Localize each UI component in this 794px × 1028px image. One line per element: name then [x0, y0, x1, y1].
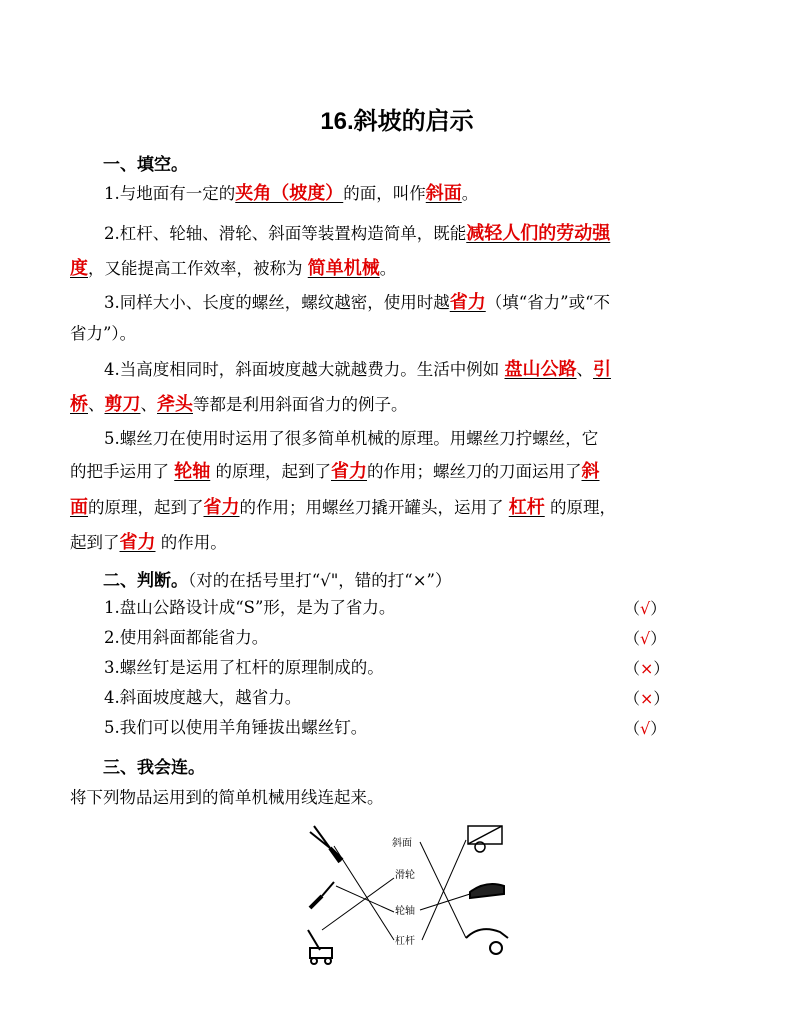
answer: 斜 — [581, 461, 600, 481]
question-1: 1.与地面有一定的夹角（坡度）的面，叫作斜面。 — [104, 183, 479, 203]
pliers-icon — [310, 826, 342, 862]
label-pulley: 滑轮 — [395, 870, 415, 881]
answer: 斧头 — [157, 394, 193, 414]
question-2-line-2: 度，又能提高工作效率，被称为 简单机械。 — [70, 258, 397, 278]
question-4-line-1: 4.当高度相同时，斜面坡度越大就越费力。生活中例如 盘山公路、引 — [104, 359, 611, 379]
judgement-item — [104, 597, 395, 619]
question-2-line-1: 2.杠杆、轮轴、滑轮、斜面等装置构造简单，既能减轻人们的劳动强 — [104, 223, 611, 243]
question-3-line-2: 省力”）。 — [70, 324, 137, 343]
connection-line — [420, 894, 470, 910]
answer: 剪刀 — [104, 394, 141, 414]
judgement-item — [104, 657, 384, 679]
page-title: 16.斜坡的启示 — [320, 108, 474, 135]
ferris-wheel-icon — [468, 826, 502, 852]
answer: √ — [640, 599, 651, 618]
answer: 桥 — [70, 394, 88, 414]
judgement-text: 3.螺丝钉是运用了杠杆的原理制成的。 — [104, 658, 384, 677]
answer: 简单机械 — [307, 258, 380, 278]
answer: 盘山公路 — [504, 359, 577, 379]
judgement-text: 2.使用斜面都能省力。 — [104, 628, 269, 647]
answer: 引 — [593, 359, 611, 379]
screwdriver-icon — [310, 882, 334, 908]
label-lever: 杠杆 — [395, 936, 415, 947]
answer: √ — [640, 719, 651, 738]
answer-mark: （×） — [624, 659, 670, 678]
label-wheel-axle: 轮轴 — [395, 906, 415, 917]
answer-mark: （×） — [624, 689, 670, 708]
answer-mark: （√） — [624, 599, 667, 618]
connection-line — [334, 846, 394, 940]
question-5-line-1: 5.螺丝刀在使用时运用了很多简单机械的原理。用螺丝刀拧螺丝，它 — [104, 429, 599, 448]
answer: 省力 — [203, 497, 240, 517]
answer: 夹角（坡度） — [235, 183, 344, 203]
section-3-instruction: 将下列物品运用到的简单机械用线连起来。 — [70, 788, 384, 807]
answer: 轮轴 — [174, 461, 211, 481]
answer-mark: （√） — [624, 719, 667, 738]
answer: 省力 — [449, 292, 486, 312]
answer: 斜面 — [425, 183, 462, 203]
answer: 杠杆 — [508, 497, 545, 517]
judgement-text: 4.斜面坡度越大，越省力。 — [104, 688, 302, 707]
faucet-icon — [466, 929, 508, 954]
section-2-header — [103, 566, 451, 592]
section-1-heading: 一、填空。 — [103, 155, 188, 174]
answer: √ — [640, 629, 651, 648]
answer: 面 — [70, 497, 88, 517]
judgement-item — [104, 627, 268, 649]
answer: 减轻人们的劳动强 — [466, 223, 611, 243]
answer: 省力 — [119, 532, 156, 552]
answer: × — [640, 659, 654, 678]
question-5-line-3: 面的原理，起到了省力的作用；用螺丝刀撬开罐头，运用了 杠杆 的原理， — [70, 497, 616, 517]
judgement-text: 1.盘山公路设计成“S”形，是为了省力。 — [104, 598, 396, 617]
judgement-item — [104, 717, 367, 739]
answer: × — [640, 689, 654, 708]
question-3-line-1: 3.同样大小、长度的螺丝，螺纹越密，使用时越省力（填“省力”或“不 — [104, 292, 611, 312]
connection-lines — [322, 840, 470, 940]
section-2-note: （对的在括号里打“√"，错的打“×”） — [188, 571, 452, 590]
matching-diagram — [300, 820, 530, 970]
question-5-line-4: 起到了省力 的作用。 — [70, 532, 227, 552]
judgement-text: 5.我们可以使用羊角锤拔出螺丝钉。 — [104, 718, 368, 737]
section-2-heading: 二、判断。 — [103, 571, 188, 590]
label-slope: 斜面 — [392, 838, 412, 849]
stapler-icon — [470, 884, 504, 898]
answer-mark: （√） — [624, 629, 667, 648]
answer: 度 — [70, 258, 88, 278]
crane-icon — [308, 930, 332, 964]
section-3-heading: 三、我会连。 — [103, 758, 205, 777]
answer: 省力 — [331, 461, 367, 481]
judgement-item — [104, 687, 301, 709]
question-5-line-2: 的把手运用了 轮轴 的原理，起到了省力的作用；螺丝刀的刀面运用了斜 — [70, 461, 600, 481]
question-4-line-2: 桥、剪刀、斧头等都是利用斜面省力的例子。 — [70, 394, 408, 414]
